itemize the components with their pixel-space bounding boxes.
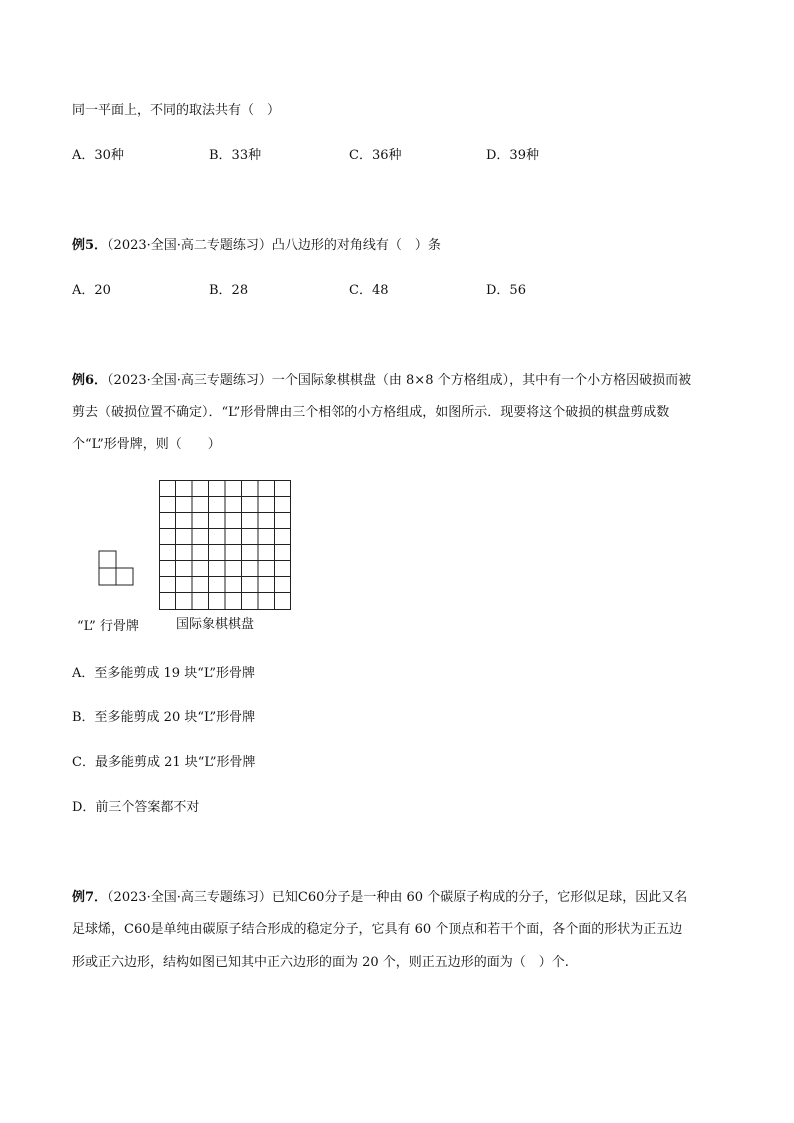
option-a: A．20: [72, 283, 111, 298]
option-c: C．48: [349, 283, 389, 298]
question-6: [72, 371, 691, 391]
option-b: B．33种: [209, 148, 262, 163]
option-b: B．至多能剪成 20 块“L”形骨牌: [72, 710, 256, 725]
option-c: C．36种: [349, 148, 402, 163]
question-7: [72, 888, 687, 908]
option-d: D．56: [486, 283, 526, 298]
question-text: （2023·全国·高三专题练习）已知C60分子是一种由 60 个碳原子构成的分子，它形似足球，因此又名: [107, 890, 688, 905]
chessboard-figure: [159, 480, 291, 610]
question-label: 例5．: [72, 238, 108, 253]
option-d: D．前三个答案都不对: [72, 800, 200, 815]
question-text: （2023·全国·高三专题练习）一个国际象棋棋盘（由 8×8 个方格组成），其中有一个小方格因破损而被: [107, 373, 692, 388]
option-c: C．最多能剪成 21 块“L”形骨牌: [72, 755, 256, 770]
option-a: A．至多能剪成 19 块“L”形骨牌: [72, 666, 256, 681]
question-text: 形或正六边形，结构如图已知其中正六边形的面为 20 个，则正五边形的面为（ ）个.: [72, 955, 569, 970]
question-5: [72, 236, 441, 256]
option-a: A．30种: [72, 148, 124, 163]
question-text: 剪去（破损位置不确定）．“L”形骨牌由三个相邻的小方格组成，如图所示．现要将这个破损的棋盘剪成数: [72, 405, 670, 420]
question-text: 同一平面上，不同的取法共有（ ）: [72, 103, 281, 118]
figure-caption-tromino: “L” 行骨牌: [77, 619, 139, 634]
question-text: 个“L”形骨牌，则（ ）: [72, 437, 221, 452]
figure-caption-chessboard: 国际象棋棋盘: [176, 617, 255, 632]
question-label: 例7．: [72, 890, 108, 905]
option-d: D．39种: [486, 148, 539, 163]
option-b: B．28: [209, 283, 249, 298]
question-text: 足球烯，C60是单纯由碳原子结合形成的稳定分子，它具有 60 个顶点和若干个面，各个面的形状为正五边: [72, 922, 683, 937]
l-tromino-figure: [98, 550, 134, 586]
question-label: 例6．: [72, 373, 108, 388]
question-text: （2023·全国·高二专题练习）凸八边形的对角线有（ ）条: [107, 238, 441, 253]
